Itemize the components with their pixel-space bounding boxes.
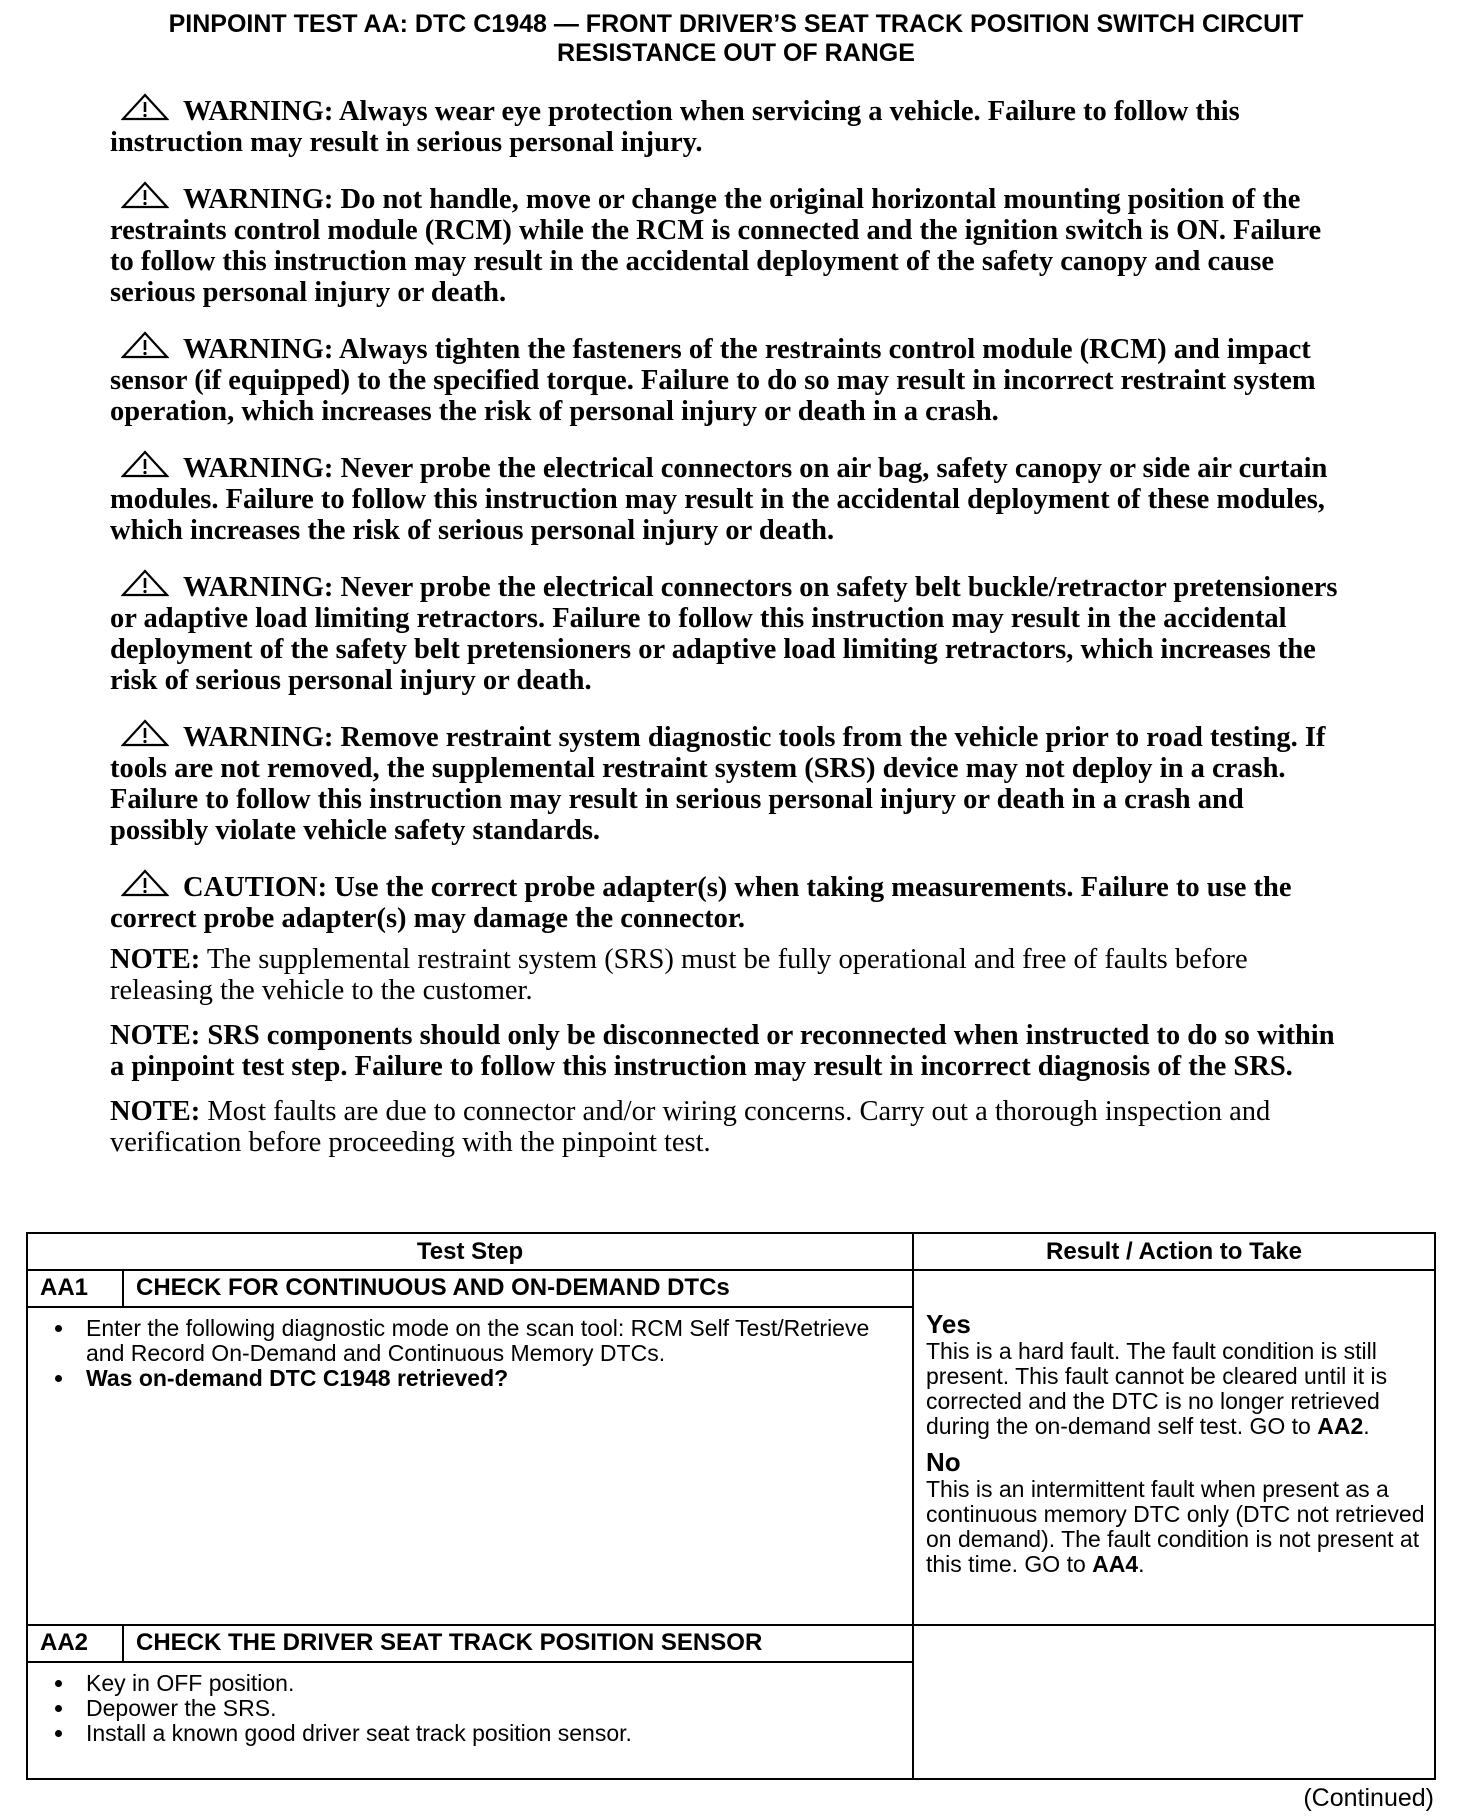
warning-triangle-icon xyxy=(121,93,169,121)
caution-probe-adapters: CAUTION: Use the correct probe adapter(s) when taking measurements. Failure to use the correct probe adapter(s) may damage the connector. xyxy=(110,869,1340,934)
step-id-aa1: AA1 xyxy=(27,1270,123,1307)
result-yes-label: Yes xyxy=(926,1309,971,1339)
note-connector-wiring: NOTE: Most faults are due to connector and/or wiring concerns. Carry out a thorough inspection and verification before proceeding with the pinpoint test. xyxy=(110,1096,1271,1158)
step-body-aa1 xyxy=(27,1307,913,1625)
warning-fastener-torque: WARNING: Always tighten the fasteners of the restraints control module (RCM) and impact sensor (if equipped) to the specified torque. Failure to do so may result in incorrect restraint system operation, which increases the risk of personal injury or death in a crash. xyxy=(110,331,1340,427)
pinpoint-test-table xyxy=(26,1232,1436,1780)
page-title xyxy=(20,10,1452,68)
aa1-title-row xyxy=(27,1270,1435,1307)
result-yes-text: This is a hard fault. The fault condition is still present. This fault cannot be cleared until it is corrected and the DTC is no longer retrieved during the on-demand self test. GO to AA2. xyxy=(926,1338,1388,1439)
continued-label: (Continued) xyxy=(1303,1784,1434,1812)
warning-pretensioner-connectors: WARNING: Never probe the electrical connectors on safety belt buckle/retractor pretensioners or adaptive load limiting retractors. Failure to follow this instruction may result in the accidental deployment of the safety belt pretensioners or adaptive load limiting retractors, which increases the risk of serious personal injury or death. xyxy=(110,569,1340,696)
goto-aa4-link[interactable]: AA4 xyxy=(1092,1551,1139,1577)
step-title-aa2: CHECK THE DRIVER SEAT TRACK POSITION SENSOR xyxy=(123,1625,913,1662)
step-title-aa1: CHECK FOR CONTINUOUS AND ON-DEMAND DTCs xyxy=(123,1270,913,1307)
warning-airbag-connectors: WARNING: Never probe the electrical connectors on air bag, safety canopy or side air curtain modules. Failure to follow this instruction may result in the accidental deployment of these modules, which increases the risk of serious personal injury or death. xyxy=(110,450,1340,546)
result-aa2 xyxy=(913,1625,1435,1779)
step-id-aa2: AA2 xyxy=(27,1625,123,1662)
header-test-step: Test Step xyxy=(27,1233,913,1270)
table-header-row xyxy=(27,1233,1435,1270)
result-no-text: This is an intermittent fault when present as a continuous memory DTC only (DTC not retrieved on demand). The fault condition is not present at this time. GO to AA4. xyxy=(926,1476,1425,1577)
header-result-action: Result / Action to Take xyxy=(913,1233,1435,1270)
title-line-2: RESISTANCE OUT OF RANGE xyxy=(557,39,915,67)
step-list-aa1 xyxy=(44,1316,872,1391)
note-srs-operational: NOTE: The supplemental restraint system (SRS) must be fully operational and free of faults before releasing the vehicle to the customer. xyxy=(110,944,1248,1006)
warning-diagnostic-tools: WARNING: Remove restraint system diagnostic tools from the vehicle prior to road testing. If tools are not removed, the supplemental restraint system (SRS) device may not deploy in a crash. Failure to follow this instruction may result in serious personal injury or death in a crash and possibly violate vehicle safety standards. xyxy=(110,719,1340,846)
list-item: • Enter the following diagnostic mode on the scan tool: RCM Self Test/Retrieve and Record On-Demand and Continuous Memory DTCs. xyxy=(76,1316,872,1366)
warning-rcm-mounting: WARNING: Do not handle, move or change the original horizontal mounting position of the restraints control module (RCM) while the RCM is connected and the ignition switch is ON. Failure to follow this instruction may result in the accidental deployment of the safety canopy and cause serious personal injury or death. xyxy=(110,181,1340,308)
step-list-aa2 xyxy=(44,1671,872,1746)
result-aa1 xyxy=(913,1270,1435,1625)
warning-triangle-icon xyxy=(121,569,169,597)
caution-triangle-icon xyxy=(121,869,169,897)
result-no-label: No xyxy=(926,1447,961,1477)
title-line-1: PINPOINT TEST AA: DTC C1948 — FRONT DRIVER’S SEAT TRACK POSITION SWITCH CIRCUIT xyxy=(168,10,1304,38)
list-item: • Depower the SRS. xyxy=(76,1696,872,1721)
goto-aa2-link[interactable]: AA2 xyxy=(1317,1413,1364,1439)
warning-triangle-icon xyxy=(121,450,169,478)
step-body-aa2 xyxy=(27,1662,913,1779)
list-item: • Install a known good driver seat track position sensor. xyxy=(76,1721,872,1746)
list-item: • Key in OFF position. xyxy=(76,1671,872,1696)
warning-eye-protection: WARNING: Always wear eye protection when servicing a vehicle. Failure to follow this instruction may result in serious personal injury. xyxy=(110,93,1340,158)
list-item-question: • Was on-demand DTC C1948 retrieved? xyxy=(76,1366,872,1391)
note-srs-components: NOTE: SRS components should only be disconnected or reconnected when instructed to do so within a pinpoint test step. Failure to follow this instruction may result in incorrect diagnosis of the SRS. xyxy=(110,1020,1335,1082)
warnings-and-notes xyxy=(110,93,1340,1172)
warning-triangle-icon xyxy=(121,181,169,209)
warning-triangle-icon xyxy=(121,331,169,359)
warning-triangle-icon xyxy=(121,719,169,747)
aa2-title-row xyxy=(27,1625,1435,1662)
